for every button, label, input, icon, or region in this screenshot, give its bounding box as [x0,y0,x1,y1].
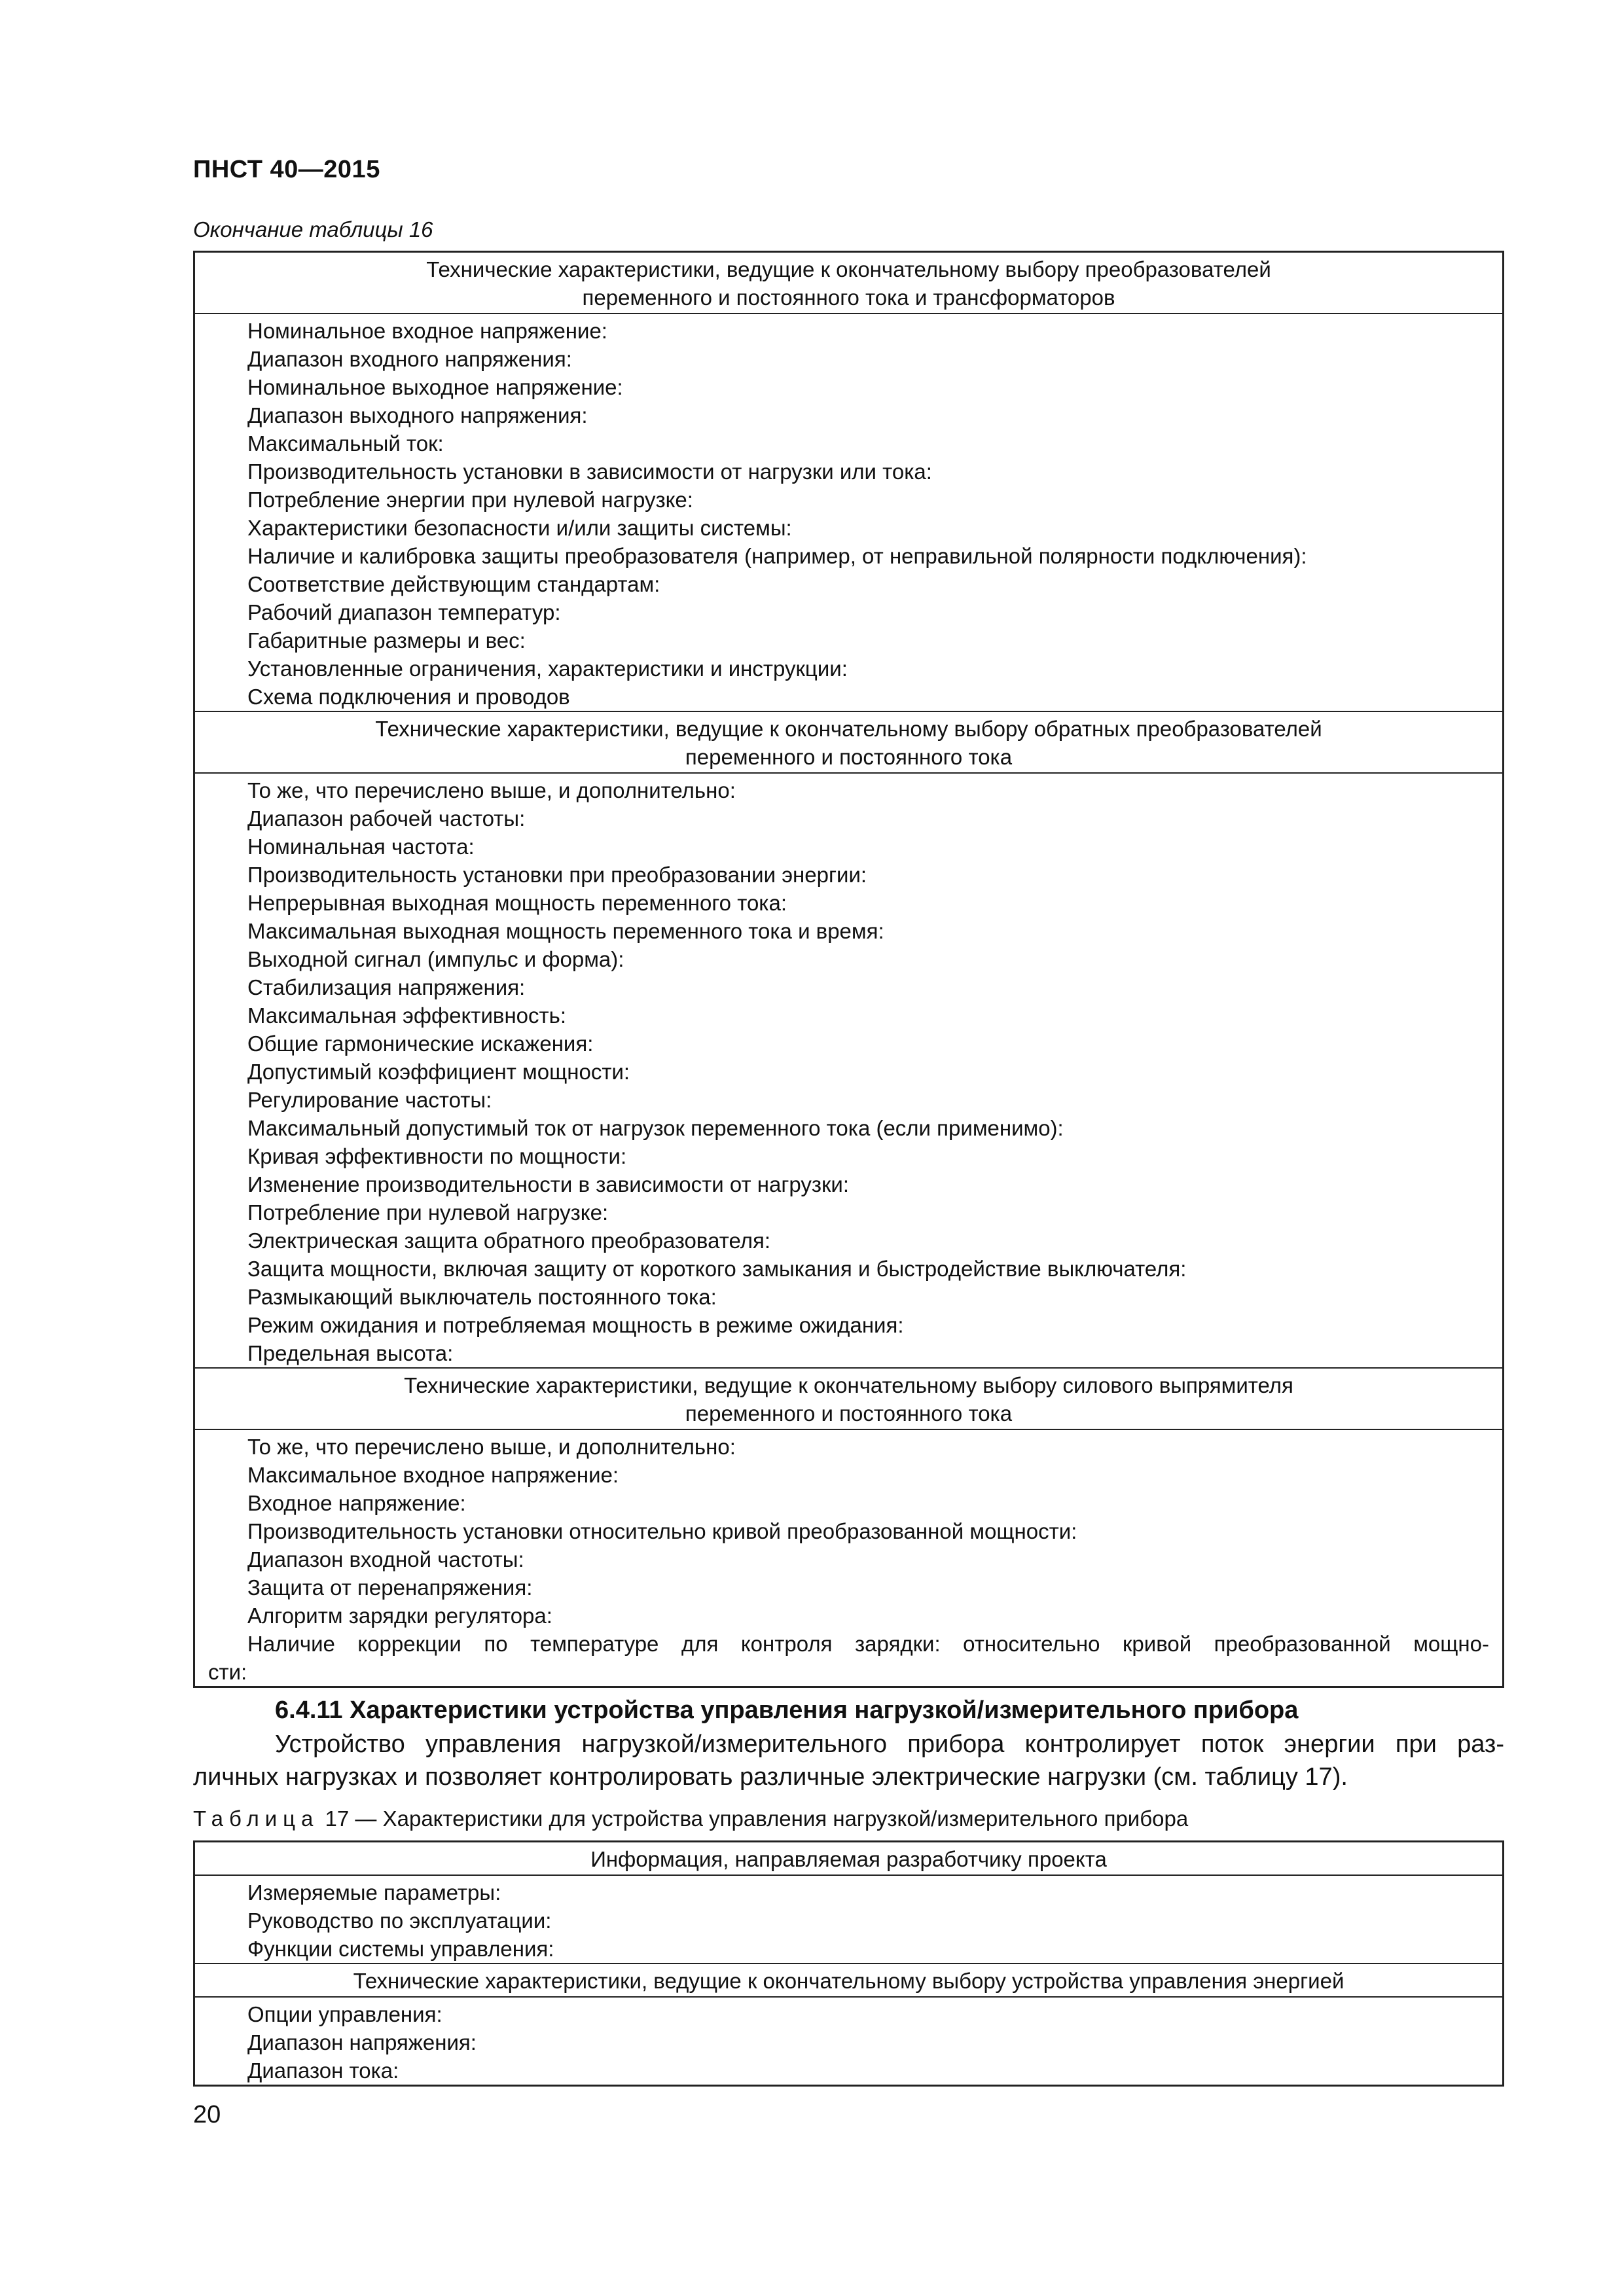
list-item: Производительность установки относительно кривой преобразованной мощности: [247,1519,1077,1543]
table16-caption: Окончание таблицы 16 [193,217,433,242]
list-item: Диапазон тока: [247,2058,399,2083]
list-item: Номинальное выходное напряжение: [247,375,623,399]
heading-line: Технические характеристики, ведущие к окончательному выбору обратных преобразователей [375,717,1322,741]
list-item: Диапазон напряжения: [247,2030,477,2054]
list-item: Габаритные размеры и вес: [247,628,526,653]
list-item-continuation: сти: [208,1660,247,1684]
list-item: То же, что перечислено выше, и дополнительно: [247,1435,736,1459]
list-item: Входное напряжение: [247,1491,466,1515]
page-number: 20 [193,2101,221,2128]
list-item: Стабилизация напряжения: [247,975,526,999]
paragraph-line: личных нагрузках и позволяет контролировать различные электрические нагрузки (см. таблицу 17). [193,1763,1348,1791]
list-item: Руководство по эксплуатации: [247,1909,552,1933]
list-item: Наличие и калибровка защиты преобразователя (например, от неправильной полярности подключения): [247,544,1307,568]
list-item: Номинальная частота: [247,834,475,859]
heading-line: переменного и постоянного тока [685,745,1013,769]
list-item: Производительность установки при преобразовании энергии: [247,863,867,887]
list-item: То же, что перечислено выше, и дополнительно: [247,778,736,802]
table17-caption-word: Таблица [193,1806,319,1831]
list-item: Номинальное входное напряжение: [247,319,607,343]
list-item: Опции управления: [247,2002,442,2026]
table16-section1-heading [195,253,1502,313]
heading-line: Технические характеристики, ведущие к окончательному выбору силового выпрямителя [404,1373,1293,1397]
list-item: Производительность установки в зависимости от нагрузки или тока: [247,459,932,484]
list-item: Допустимый коэффициент мощности: [247,1060,630,1084]
list-item: Измеряемые параметры: [247,1880,501,1905]
table-16 [193,251,1504,1688]
list-item: Соответствие действующим стандартам: [247,572,660,596]
list-item: Регулирование частоты: [247,1088,492,1112]
list-item: Защита от перенапряжения: [247,1575,533,1600]
list-item: Наличие коррекции по температуре для контроля зарядки: относительно кривой преобразованной мощно- [247,1632,1489,1656]
list-item: Схема подключения и проводов [247,685,570,709]
table-17 [193,1840,1504,2087]
heading-line: переменного и постоянного тока [685,1401,1013,1426]
table17-section2-items [195,1996,1502,2085]
doc-code-header: ПНСТ 40—2015 [193,156,380,183]
table17-caption-text: 17 — Характеристики для устройства управления нагрузкой/измерительного прибора [319,1806,1189,1831]
list-item: Диапазон входного напряжения: [247,347,572,371]
list-item: Максимальный допустимый ток от нагрузок переменного тока (если применимо): [247,1116,1064,1140]
table16-section1-items [195,313,1502,711]
list-item: Рабочий диапазон температур: [247,600,561,624]
list-item: Предельная высота: [247,1341,454,1365]
section-6-4-11-title: 6.4.11 Характеристики устройства управления нагрузкой/измерительного прибора [275,1696,1299,1724]
list-item: Потребление при нулевой нагрузке: [247,1200,609,1225]
list-item: Диапазон рабочей частоты: [247,806,526,831]
list-item: Диапазон выходного напряжения: [247,403,588,427]
table17-section2-heading: Технические характеристики, ведущие к окончательному выбору устройства управления энергией [195,1963,1502,1996]
list-item: Размыкающий выключатель постоянного тока: [247,1285,717,1309]
list-item: Потребление энергии при нулевой нагрузке: [247,488,693,512]
table16-section3-heading [195,1367,1502,1429]
list-item: Максимальная выходная мощность переменного тока и время: [247,919,884,943]
list-item: Максимальное входное напряжение: [247,1463,619,1487]
list-item: Установленные ограничения, характеристики и инструкции: [247,656,848,681]
list-item: Изменение производительности в зависимости от нагрузки: [247,1172,850,1196]
list-item: Диапазон входной частоты: [247,1547,524,1571]
list-item: Характеристики безопасности и/или защиты системы: [247,516,792,540]
list-item: Режим ожидания и потребляемая мощность в режиме ожидания: [247,1313,904,1337]
table17-section1-items [195,1874,1502,1963]
list-item: Алгоритм зарядки регулятора: [247,1604,552,1628]
table17-caption [193,1806,1188,1831]
table16-section3-items [195,1429,1502,1686]
list-item: Электрическая защита обратного преобразователя: [247,1229,770,1253]
list-item: Кривая эффективности по мощности: [247,1144,627,1168]
list-item: Общие гармонические искажения: [247,1031,594,1056]
table16-section2-items [195,772,1502,1367]
table17-section1-heading: Информация, направляемая разработчику проекта [590,1847,1107,1871]
heading-line: Технические характеристики, ведущие к окончательному выбору преобразователей [426,257,1271,281]
list-item: Защита мощности, включая защиту от короткого замыкания и быстродействие выключателя: [247,1257,1187,1281]
section-6-4-11-paragraph [193,1728,1504,1793]
list-item: Функции системы управления: [247,1937,554,1961]
heading-line: переменного и постоянного тока и трансформаторов [582,285,1115,310]
table16-section2-heading [195,711,1502,772]
list-item: Выходной сигнал (импульс и форма): [247,947,624,971]
list-item: Непрерывная выходная мощность переменного тока: [247,891,787,915]
list-item: Максимальный ток: [247,431,444,456]
list-item: Максимальная эффективность: [247,1003,566,1028]
paragraph-line: Устройство управления нагрузкой/измерительного прибора контролирует поток энергии при раз- [275,1731,1504,1758]
